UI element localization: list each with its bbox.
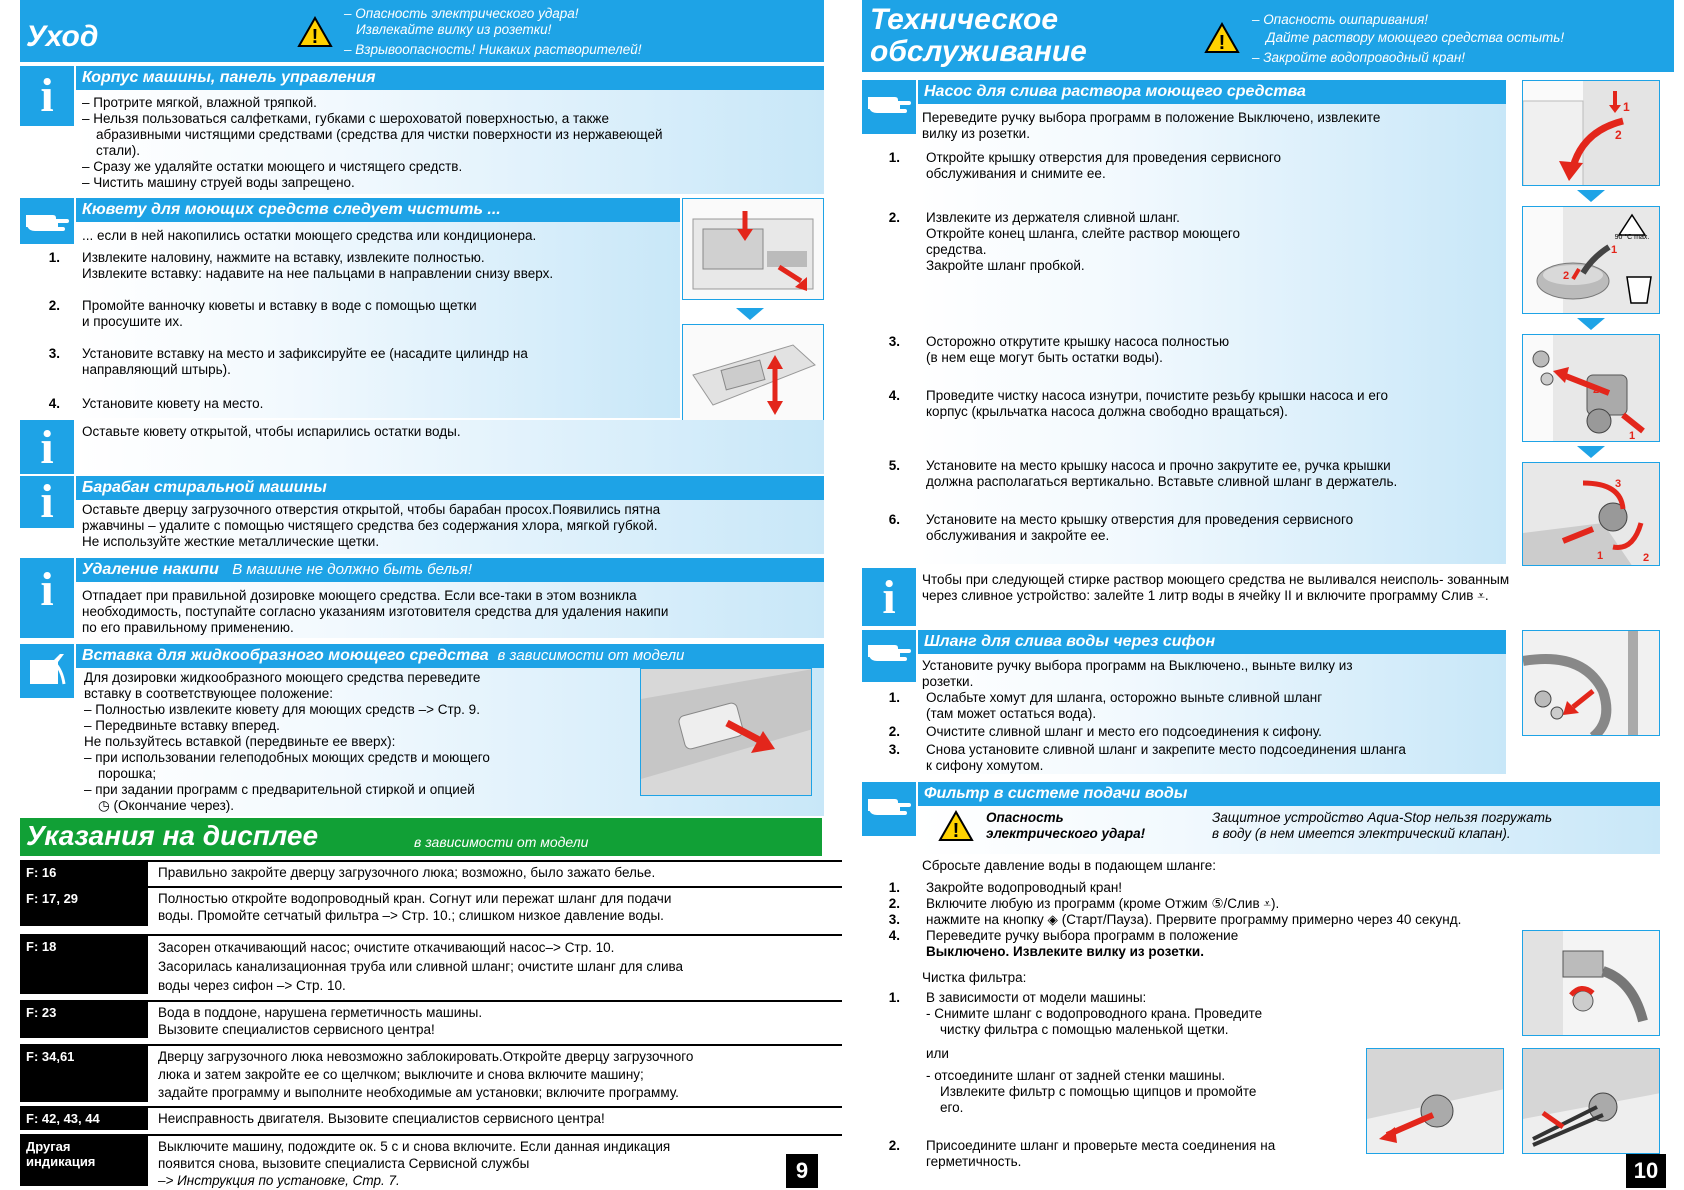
step-number: 3. xyxy=(888,912,900,927)
step-number: 6. xyxy=(888,512,900,527)
filter-step-1: Закройте водопроводный кран! xyxy=(926,880,1123,895)
error-row xyxy=(20,1134,842,1190)
liquid-line-7: порошка; xyxy=(98,766,157,781)
pump-step-3-l1: Осторожно открутите крышку насоса полностью xyxy=(926,334,1230,349)
siphon-hose-figure xyxy=(1522,630,1660,736)
dispenser-step-4-l1: Установите кювету на место. xyxy=(82,396,264,411)
step-number: 1. xyxy=(888,150,900,165)
info-icon-block xyxy=(20,420,74,474)
svg-text:2: 2 xyxy=(1563,270,1570,282)
section-heading-siphon-hose: Шланг для слива воды через сифон xyxy=(918,630,1506,654)
filter-step-4-l2: Выключено. Извлеките вилку из розетки. xyxy=(926,944,1204,959)
svg-text:1: 1 xyxy=(1623,100,1630,114)
hose-intro-1: Установите ручку выбора программ на Выключено., выньте вилку из xyxy=(922,658,1353,673)
pump-step-1-l2: обслуживания и снимите ее. xyxy=(926,166,1106,181)
svg-text:1: 1 xyxy=(1629,430,1636,442)
error-line: появится снова, вызовите специалиста Сервисной службы xyxy=(158,1156,530,1171)
section-heading-dispenser: Кювету для моющих средств следует чистить ... xyxy=(76,198,680,222)
drum-line-3: Не используйте жесткие металлические щетки. xyxy=(82,534,380,549)
filter-clean-1b-l1: - отсоедините шланг от задней стенки машины. xyxy=(926,1068,1226,1083)
info-icon-block xyxy=(20,558,74,638)
svg-text:!: ! xyxy=(311,26,319,48)
liquid-insert-figure xyxy=(640,668,812,796)
descaling-title: Удаление накипи xyxy=(82,561,219,578)
filter-danger-2: электрического удара! xyxy=(986,826,1146,841)
service-cover-figure xyxy=(1522,80,1660,186)
error-text xyxy=(158,890,822,924)
maintenance-warning-3: – Закройте водопроводный кран! xyxy=(1252,50,1466,65)
warning-icon xyxy=(297,16,333,48)
housing-line-5: – Сразу же удаляйте остатки моющего и чистящего средств. xyxy=(82,159,463,174)
hand-icon-block xyxy=(862,80,916,134)
descaling-line-1: Отпадает при правильной дозировке моющего средства. Если все-таки в этом возникла xyxy=(82,588,637,603)
dispenser-note: Оставьте кювету открытой, чтобы испарились остатки воды. xyxy=(82,424,461,439)
dispenser-step-2-l2: и просушите их. xyxy=(82,314,183,329)
error-code: F: 23 xyxy=(20,1002,148,1038)
step-number: 1. xyxy=(48,250,60,265)
info-icon: i xyxy=(40,475,54,528)
svg-text:2: 2 xyxy=(1615,128,1622,142)
step-number: 4. xyxy=(888,928,900,943)
error-line: Правильно закройте дверцу загрузочного люка; возможно, было зажато белье. xyxy=(158,865,656,880)
sequence-arrow xyxy=(1577,190,1605,202)
sequence-arrow xyxy=(736,308,764,320)
pump-step-4-l2: корпус (крыльчатка насоса должна свободно вращаться). xyxy=(926,404,1288,419)
housing-line-2: – Нельзя пользоваться салфетками, губками с шероховатой поверхностью, а также xyxy=(82,111,609,126)
pointing-hand-icon xyxy=(865,792,913,818)
pointing-hand-icon xyxy=(865,638,913,664)
step-number: 4. xyxy=(48,396,60,411)
care-warning-1: – Опасность электрического удара! xyxy=(344,6,579,21)
filter-or: или xyxy=(926,1046,949,1061)
svg-text:2: 2 xyxy=(1643,552,1650,564)
care-warning-2: Извлекайте вилку из розетки! xyxy=(356,22,552,37)
descaling-subtitle: В машине не должно быть белья! xyxy=(232,561,472,578)
liquid-line-8: – при задании программ с предварительной стиркой и опцией xyxy=(84,782,475,797)
tap-filter-figure xyxy=(1522,930,1660,1036)
dispenser-step-1-l2: Извлеките вставку: надавите на нее пальцами в направлении снизу вверх. xyxy=(82,266,554,281)
error-line: Выключите машину, подождите ок. 5 с и снова включите. Если данная индикация xyxy=(158,1139,671,1154)
filter-clean-1b-l3: его. xyxy=(940,1100,964,1115)
liquid-line-2: вставку в соответствующее положение: xyxy=(84,686,333,701)
liquid-line-4: – Передвиньте вставку вперед. xyxy=(84,718,280,733)
section-heading-pump: Насос для слива раствора моющего средства xyxy=(918,80,1506,104)
care-title: Уход xyxy=(26,20,99,53)
info-icon: i xyxy=(40,69,54,122)
page-number: 9 xyxy=(786,1154,818,1188)
descaling-line-3: по его правильному применению. xyxy=(82,620,294,635)
error-line: Вода в поддоне, нарушена герметичность машины. xyxy=(158,1005,483,1020)
error-row xyxy=(20,860,842,886)
care-warning-3: – Взрывоопасность! Никаких растворителей! xyxy=(344,42,642,57)
error-line: воды через сифон –> Стр. 10. xyxy=(158,978,346,993)
dispenser-removal-figure xyxy=(682,198,824,300)
pump-step-2-l4: Закройте шланг пробкой. xyxy=(926,258,1085,273)
info-icon: i xyxy=(882,571,896,624)
warning-icon xyxy=(1204,22,1240,54)
error-line: люка и затем закройте ее со щелчком; выключите и снова включите машину; xyxy=(158,1067,644,1082)
error-line: Вызовите специалистов сервисного центра! xyxy=(158,1022,435,1037)
dispenser-step-1-l1: Извлеките наловину, нажмите на вставку, извлеките полностью. xyxy=(82,250,485,265)
maintenance-warning-1: – Опасность ошпаривания! xyxy=(1252,12,1429,27)
info-icon-block xyxy=(20,476,74,528)
filter-clean-2-l1: Присоедините шланг и проверьте места соединения на xyxy=(926,1138,1276,1153)
pump-step-2-l2: Откройте конец шланга, слейте раствор моющего xyxy=(926,226,1240,241)
hose-step-1-l2: (там может остаться вода). xyxy=(926,706,1097,721)
housing-line-4: стали). xyxy=(96,143,140,158)
error-row xyxy=(20,1000,842,1038)
filter-clean-1-l3: чистку фильтра с помощью маленькой щетки. xyxy=(940,1022,1229,1037)
filter-reset: Сбросьте давление воды в подающем шланге: xyxy=(922,858,1216,873)
filter-step-2: Включите любую из программ (кроме Отжим ⑤/Слив ⩡). xyxy=(926,896,1280,911)
error-row xyxy=(20,934,842,994)
filter-clean-title: Чистка фильтра: xyxy=(922,970,1027,985)
svg-text:2: 2 xyxy=(1593,384,1600,396)
filter-step-3: нажмите на кнопку ◈ (Старт/Пауза). Прервите программу примерно через 40 секунд. xyxy=(926,912,1462,927)
dispenser-step-2-l1: Промойте ванночку кюветы и вставку в воде с помощью щетки xyxy=(82,298,477,313)
housing-line-6: – Чистить машину струей воды запрещено. xyxy=(82,175,355,190)
temp-label: 90 °C max. xyxy=(1614,234,1650,241)
step-number: 5. xyxy=(888,458,900,473)
info-icon: i xyxy=(40,563,54,616)
page-number: 10 xyxy=(1626,1154,1666,1188)
liquid-line-3: – Полностью извлеките кювету для моющих средств –> Стр. 9. xyxy=(84,702,480,717)
hose-step-3-l2: к сифону хомутом. xyxy=(926,758,1044,773)
pump-step-2-l1: Извлеките из держателя сливной шланг. xyxy=(926,210,1180,225)
drum-line-2: ржавчины – удалите с помощью чистящего средства без содержания хлора, мягкой губкой. xyxy=(82,518,658,533)
filter-clean-2-l2: герметичность. xyxy=(926,1154,1022,1169)
section-heading-descaling xyxy=(76,558,824,582)
pump-step-2-l3: средства. xyxy=(926,242,987,257)
descaling-line-2: необходимость, поступайте согласно указаниям изготовителя средства для удаления накипи xyxy=(82,604,669,619)
maintenance-warning-2: Дайте раствору моющего средства остыть! xyxy=(1266,30,1565,45)
dispenser-intro: ... если в ней накопились остатки моющего средства или кондиционера. xyxy=(82,228,537,243)
svg-text:!: ! xyxy=(952,820,960,842)
error-line: воды. Промойте сетчатый фильтра –> Стр. 10.; слишком низкое давление воды. xyxy=(158,908,664,923)
filter-clean-1-l2: - Снимите шланг с водопроводного крана. Проведите xyxy=(926,1006,1263,1021)
error-code: F: 17, 29 xyxy=(20,888,148,926)
error-line: Дверцу загрузочного люка невозможно заблокировать.Откройте дверцу загрузочного xyxy=(158,1049,694,1064)
error-text xyxy=(158,1110,822,1127)
filter-danger-1: Опасность xyxy=(986,810,1064,825)
section-heading-drum: Барабан стиральной машины xyxy=(76,476,824,500)
hose-step-1-l1: Ослабьте хомут для шланга, осторожно выньте сливной шланг xyxy=(926,690,1323,705)
pointing-hand-icon xyxy=(23,208,71,234)
error-line: Засорен откачивающий насос; очистите откачивающий насос–> Стр. 10. xyxy=(158,940,615,955)
pump-note-2: через сливное устройство: залейте 1 литр воды в ячейку II и включите программу Слив ⩡. xyxy=(922,588,1489,603)
liquid-insert-title: Вставка для жидкообразного моющего средства xyxy=(82,647,489,664)
step-number: 3. xyxy=(888,742,900,757)
error-code: F: 18 xyxy=(20,936,148,994)
error-text xyxy=(158,1048,822,1102)
step-number: 1. xyxy=(888,690,900,705)
liquid-jug-icon xyxy=(24,650,70,690)
svg-text:1: 1 xyxy=(1597,550,1604,562)
error-text xyxy=(158,864,822,881)
liquid-detergent-icon-block xyxy=(20,644,74,698)
svg-text:3: 3 xyxy=(1615,478,1622,490)
error-code: F: 42, 43, 44 xyxy=(20,1108,148,1130)
pump-step-1-l1: Откройте крышку отверстия для проведения сервисного xyxy=(926,150,1282,165)
pump-step-5-l2: должна располагаться вертикально. Вставьте сливной шланг в держатель. xyxy=(926,474,1398,489)
step-number: 2. xyxy=(888,896,900,911)
pump-step-4-l1: Проведите чистку насоса изнутри, почистите резьбу крышки насоса и его xyxy=(926,388,1388,403)
section-heading-liquid-insert xyxy=(76,644,824,668)
error-code: F: 34,61 xyxy=(20,1046,148,1102)
error-text xyxy=(158,1004,822,1038)
pump-step-5-l1: Установите на место крышку насоса и прочно закрутите ее, ручка крышки xyxy=(926,458,1391,473)
drain-hose-figure xyxy=(1522,206,1660,314)
sequence-arrow xyxy=(1577,446,1605,458)
error-line: Полностью откройте водопроводный кран. Согнут или пережат шланг для подачи xyxy=(158,891,672,906)
dispenser-step-3-l2: направляющий штырь). xyxy=(82,362,231,377)
svg-text:1: 1 xyxy=(1611,244,1618,256)
hand-icon-block xyxy=(862,782,916,836)
maintenance-title-2: обслуживание xyxy=(870,35,1087,68)
pump-step-3-l2: (в нем еще могут быть остатки воды). xyxy=(926,350,1163,365)
hand-icon-block xyxy=(862,630,916,682)
filter-clean-1b-l2: Извлеките фильтр с помощью щипцов и промойте xyxy=(940,1084,1257,1099)
liquid-line-1: Для дозировки жидкообразного моющего средства переведите xyxy=(84,670,481,685)
step-number: 1. xyxy=(888,990,900,1005)
step-number: 4. xyxy=(888,388,900,403)
filter-step-4-l1: Переведите ручку выбора программ в положение xyxy=(926,928,1239,943)
error-text xyxy=(158,938,822,995)
section-heading-water-filter: Фильтр в системе подачи воды xyxy=(918,782,1660,806)
step-number: 2. xyxy=(888,1138,900,1153)
step-number: 3. xyxy=(888,334,900,349)
step-number: 2. xyxy=(48,298,60,313)
display-title: Указания на дисплее xyxy=(26,820,319,851)
pump-intro-2: вилку из розетки. xyxy=(922,126,1030,141)
pump-step-6-l2: обслуживания и закройте ее. xyxy=(926,528,1110,543)
hose-step-3-l1: Снова установите сливной шланг и закрепите место подсоединения шланга xyxy=(926,742,1406,757)
pointing-hand-icon xyxy=(865,90,913,116)
error-line: –> Инструкция по установке, Стр. 7. xyxy=(158,1173,400,1188)
pump-note-1: Чтобы при следующей стирке раствор моющего средства не выливался неисполь- зованным xyxy=(922,572,1510,587)
error-code: Другая индикация xyxy=(20,1136,148,1186)
drum-line-1: Оставьте дверцу загрузочного отверстия открытой, чтобы барабан просох.Появились пятна xyxy=(82,502,661,517)
filter-aquastop-2: в воду (в нем имеется электрический клапан). xyxy=(1212,826,1511,841)
step-number: 2. xyxy=(888,210,900,225)
info-icon-block xyxy=(862,568,916,626)
hose-intro-2: розетки. xyxy=(922,674,974,689)
pliers-filter-figure xyxy=(1522,1048,1660,1154)
pump-intro-1: Переведите ручку выбора программ в положение Выключено, извлеките xyxy=(922,110,1381,125)
liquid-line-5: Не пользуйтесь вставкой (передвиньте ее вверх): xyxy=(84,734,396,749)
step-number: 2. xyxy=(888,724,900,739)
step-number: 1. xyxy=(888,880,900,895)
pump-step-6-l1: Установите на место крышку отверстия для проведения сервисного xyxy=(926,512,1354,527)
liquid-line-6: – при использовании гелеподобных моющих средств и моющего xyxy=(84,750,490,765)
error-row xyxy=(20,886,842,926)
info-icon: i xyxy=(40,421,54,474)
svg-text:!: ! xyxy=(1218,32,1226,54)
info-icon-block xyxy=(20,66,74,126)
filter-aquastop-1: Защитное устройство Aqua-Stop нельзя погружать xyxy=(1212,810,1553,825)
step-number: 3. xyxy=(48,346,60,361)
error-line: задайте программу и выполните необходимые ам установки; включите программу. xyxy=(158,1085,679,1100)
error-code: F: 16 xyxy=(20,862,148,886)
error-line: Неисправность двигателя. Вызовите специалистов сервисного центра! xyxy=(158,1111,605,1126)
warning-icon xyxy=(938,810,974,842)
dispenser-step-3-l1: Установите вставку на место и зафиксируйте ее (насадите цилиндр на xyxy=(82,346,528,361)
filter-clean-1-l1: В зависимости от модели машины: xyxy=(926,990,1147,1005)
error-line: Засорилась канализационная труба или сливной шланг; очистите шланг для слива xyxy=(158,959,684,974)
section-heading-housing: Корпус машины, панель управления xyxy=(76,66,824,90)
sequence-arrow xyxy=(1577,318,1605,330)
error-row xyxy=(20,1106,842,1130)
display-subtitle: в зависимости от модели xyxy=(414,834,589,850)
housing-line-3: абразивными чистящими средствами (средства для чистки поверхности из нержавеющей xyxy=(96,127,663,142)
pump-cover-figure xyxy=(1522,334,1660,442)
housing-line-1: – Протрите мягкой, влажной тряпкой. xyxy=(82,95,317,110)
rear-filter-figure xyxy=(1366,1048,1504,1154)
liquid-line-9: ◷ (Окончание через). xyxy=(98,798,235,813)
pump-refit-figure xyxy=(1522,462,1660,566)
liquid-insert-subtitle: в зависимости от модели xyxy=(497,647,685,664)
right-page xyxy=(842,0,1684,1190)
maintenance-title-1: Техническое xyxy=(870,3,1059,36)
hand-icon-block xyxy=(20,198,74,244)
hose-step-2-l1: Очистите сливной шланг и место его подсоединения к сифону. xyxy=(926,724,1322,739)
error-text xyxy=(158,1138,782,1189)
error-row xyxy=(20,1044,842,1102)
insert-refit-figure xyxy=(682,324,824,430)
